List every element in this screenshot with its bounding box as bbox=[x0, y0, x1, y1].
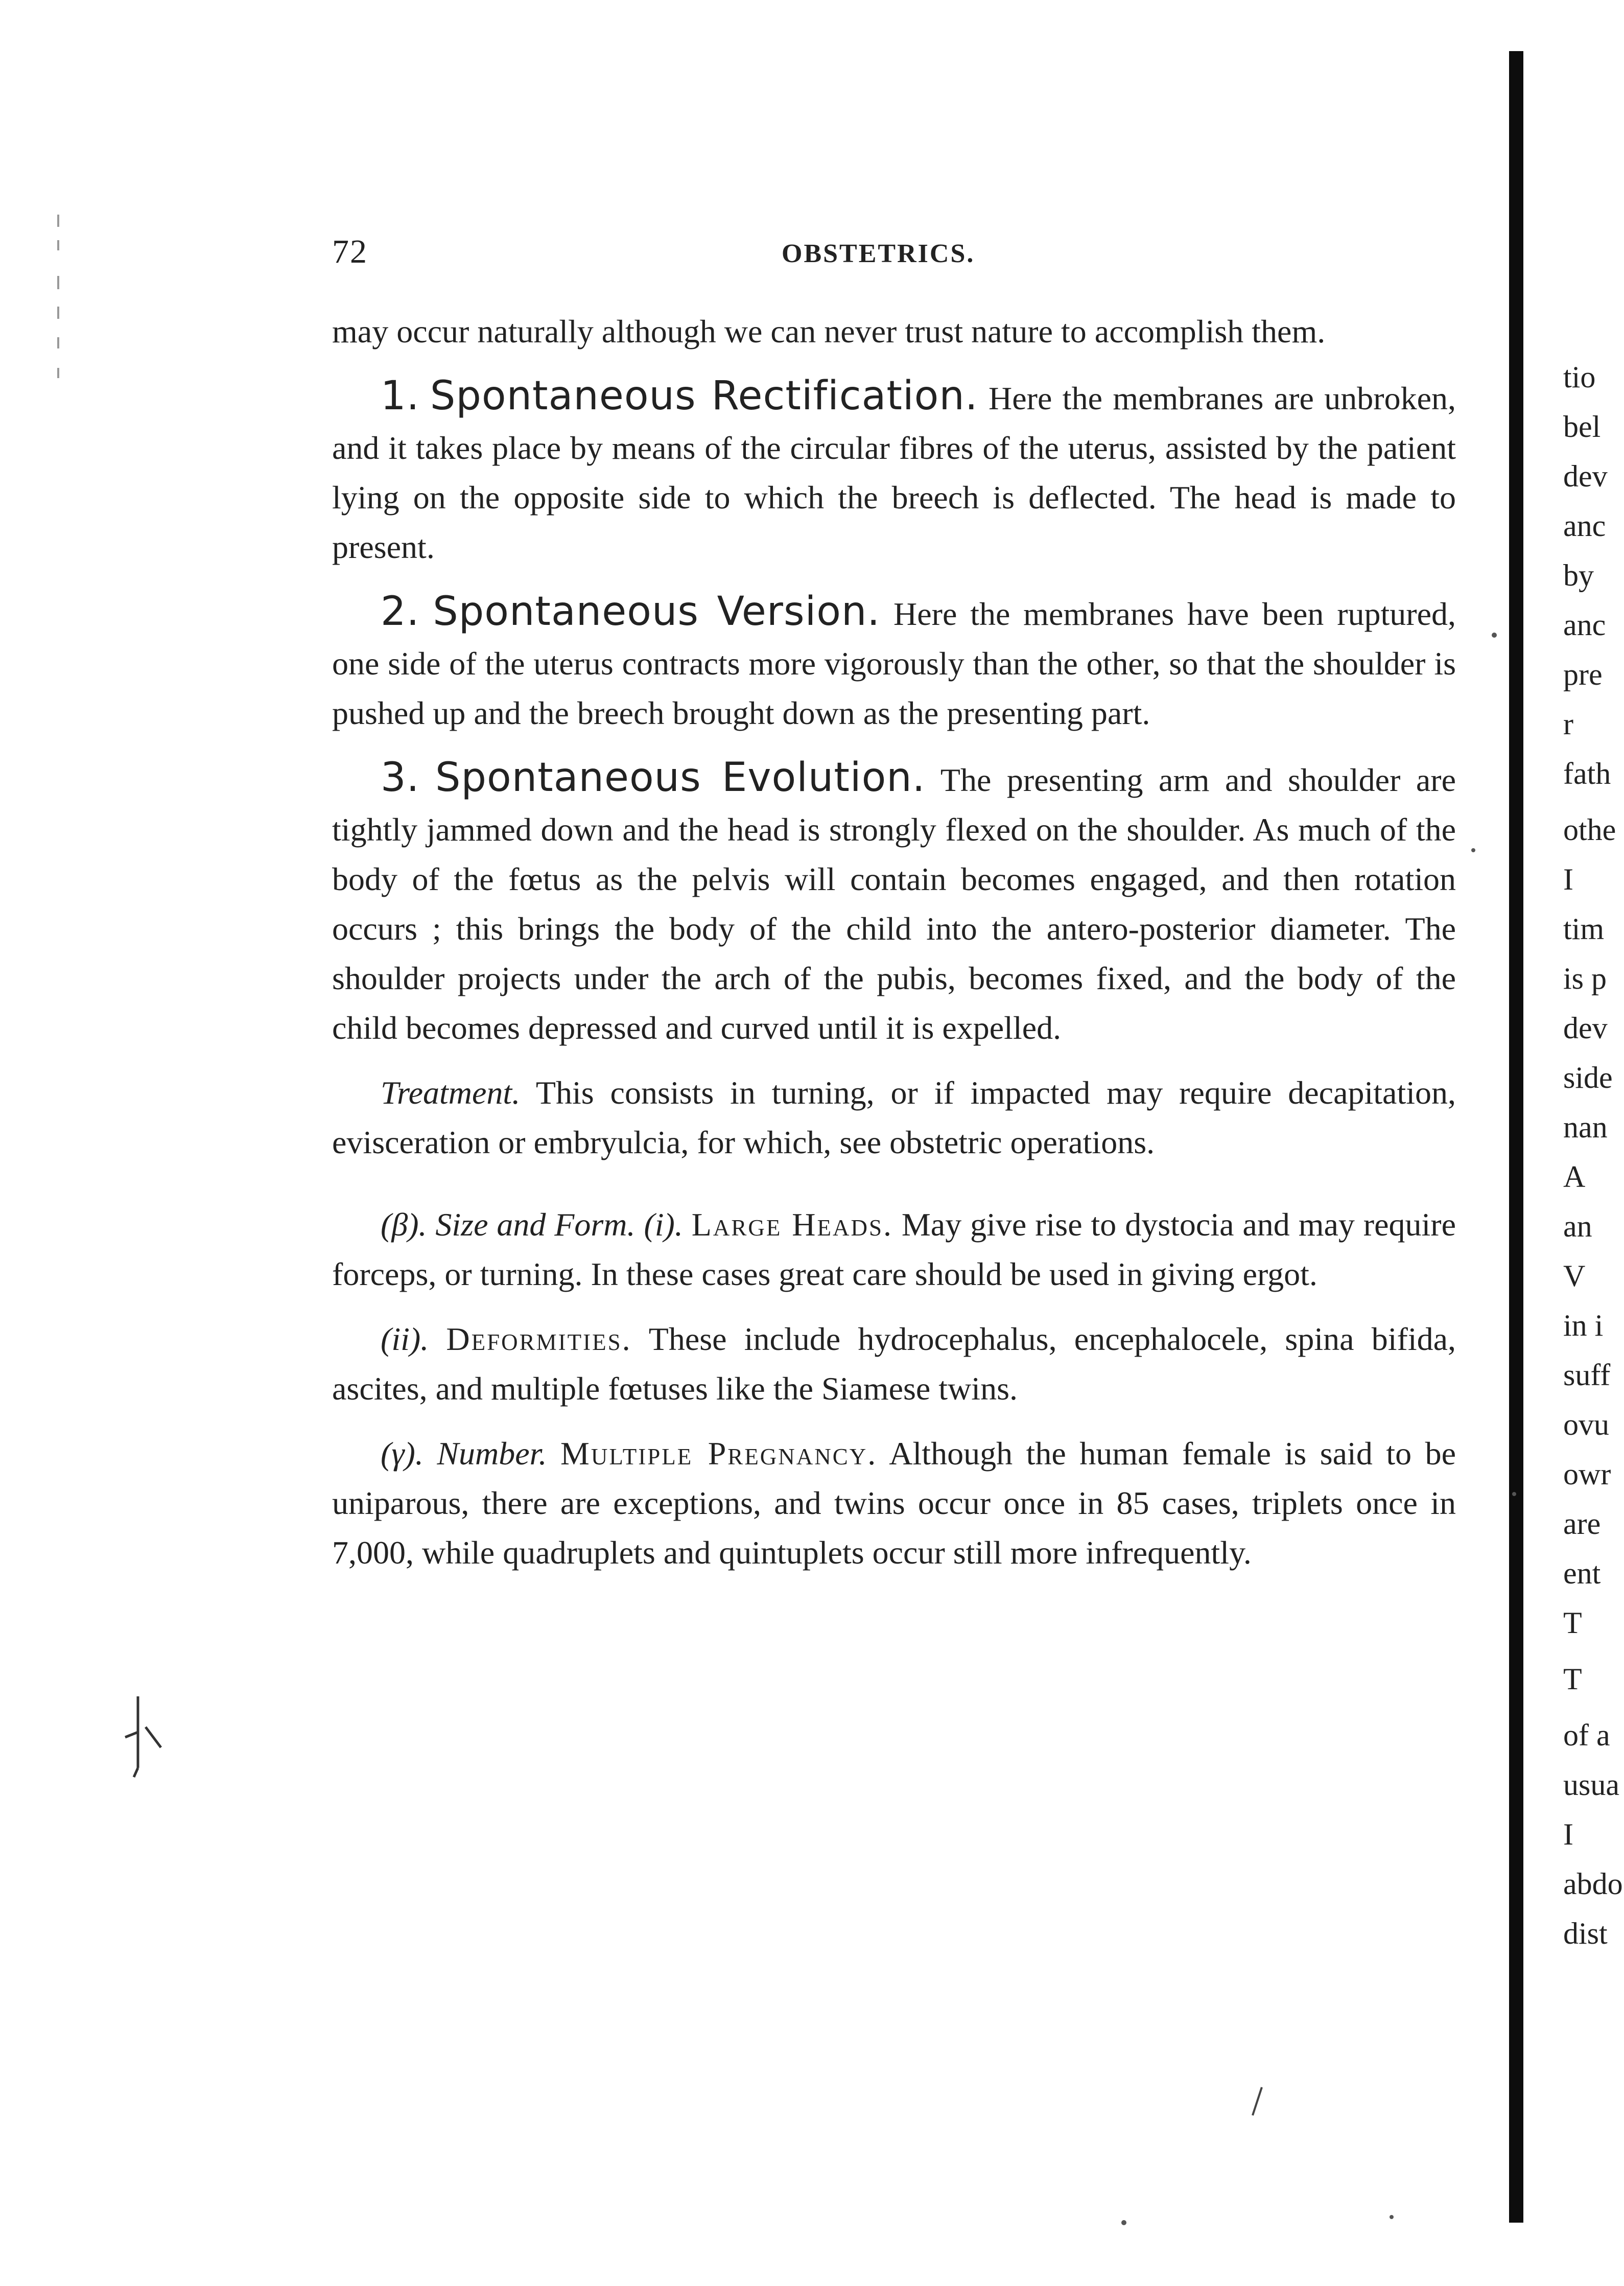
item-heading: Deformities. bbox=[446, 1321, 632, 1357]
bleed-line: fath bbox=[1563, 757, 1611, 790]
section-number: 3. bbox=[381, 755, 420, 801]
bleed-line: is p bbox=[1563, 962, 1607, 995]
paragraph-text: The presenting arm and shoulder are tightly jammed down and the head is strongly flexed on the shoulder. As much of the body of the fœtus as the pelvis will contain becomes engaged, and then rotation occurs ; this brings the body of the child into the antero-posterior diameter. The shoulder projects under the arch of the pubis, becomes fixed, and the body of the child becomes depressed and curved until it is expelled. bbox=[332, 762, 1456, 1046]
paragraph-deformities bbox=[332, 1314, 1456, 1413]
scan-mark bbox=[57, 276, 59, 289]
bleed-line: by bbox=[1563, 558, 1594, 592]
item-heading: Multiple Pregnancy. bbox=[560, 1435, 878, 1472]
bleed-line: ovu bbox=[1563, 1408, 1609, 1441]
scan-mark bbox=[57, 368, 59, 378]
scan-speck bbox=[1471, 848, 1475, 852]
item-number: (ii). bbox=[381, 1321, 429, 1357]
paragraph-text: may occur naturally although we can never trust nature to accomplish them. bbox=[332, 313, 1326, 349]
scan-speck bbox=[1121, 2220, 1126, 2225]
paragraph-text: Although the human female is said to be uniparous, there are exceptions, and twins occur once in 85 cases, triplets once in 7,000, while quadruplets and quintuplets occur still more infrequently. bbox=[332, 1435, 1456, 1571]
running-head: OBSTETRICS. bbox=[782, 239, 975, 268]
section-heading: Spontaneous Evolution. bbox=[435, 755, 926, 801]
bleed-line: othe bbox=[1563, 813, 1616, 847]
page-number: 72 bbox=[332, 233, 368, 270]
bleed-line: r bbox=[1563, 707, 1573, 741]
bleed-line: V bbox=[1563, 1259, 1586, 1293]
stray-mark bbox=[1246, 2085, 1267, 2120]
scan-speck bbox=[1492, 633, 1497, 638]
section-heading: Spontaneous Rectification. bbox=[430, 373, 978, 419]
paragraph-text: Here the membranes are unbroken, and it takes place by means of the circular fibres of the uterus, assisted by the patient lying on the opposite side to which the breech is deflected. The head is made to present. bbox=[332, 380, 1456, 565]
bleed-line: I bbox=[1563, 1817, 1573, 1851]
bleed-line: abdo bbox=[1563, 1867, 1623, 1901]
bleed-line: suff bbox=[1563, 1358, 1611, 1392]
bleed-line: in i bbox=[1563, 1309, 1604, 1342]
bleed-line: bel bbox=[1563, 410, 1601, 444]
item-number: (i). bbox=[644, 1206, 683, 1243]
item-heading: Large Heads. bbox=[691, 1206, 893, 1243]
bleed-line: dev bbox=[1563, 459, 1608, 493]
bleed-line: side bbox=[1563, 1061, 1613, 1094]
bleed-line: dev bbox=[1563, 1011, 1608, 1045]
bleed-line: are bbox=[1563, 1507, 1601, 1541]
bleed-line: usua bbox=[1563, 1768, 1619, 1802]
bleed-line: dist bbox=[1563, 1917, 1608, 1950]
bleed-line: anc bbox=[1563, 608, 1606, 642]
bleed-line: T bbox=[1563, 1606, 1582, 1640]
bleed-line: ent bbox=[1563, 1556, 1601, 1590]
bleed-line: A bbox=[1563, 1160, 1586, 1194]
margin-pencil-mark bbox=[117, 1691, 174, 1783]
paragraph-continuation bbox=[332, 307, 1456, 356]
body-text bbox=[332, 307, 1456, 1593]
facing-page-bleed bbox=[1563, 353, 1624, 1958]
paragraph-text: This consists in turning, or if impacted may require decapitation, evisceration or embryulcia, for which, see obstetric operations. bbox=[332, 1075, 1456, 1160]
bleed-line: anc bbox=[1563, 509, 1606, 543]
bleed-line: tim bbox=[1563, 912, 1605, 946]
bleed-line: T bbox=[1563, 1662, 1582, 1696]
bleed-line: nan bbox=[1563, 1110, 1608, 1144]
bleed-line: tio bbox=[1563, 360, 1596, 394]
scan-mark bbox=[57, 215, 59, 227]
subsection-label: (γ). Number. bbox=[381, 1435, 547, 1472]
paragraph-number bbox=[332, 1429, 1456, 1577]
bleed-line: pre bbox=[1563, 658, 1603, 691]
paragraph-spontaneous-evolution bbox=[332, 753, 1456, 1053]
paragraph-spontaneous-rectification bbox=[332, 371, 1456, 572]
scan-speck bbox=[1390, 2215, 1394, 2219]
scan-speck bbox=[1512, 1492, 1516, 1496]
subsection-label: (β). Size and Form. bbox=[381, 1206, 636, 1243]
bleed-line: owr bbox=[1563, 1457, 1611, 1491]
bleed-line: of a bbox=[1563, 1718, 1610, 1752]
section-number: 2. bbox=[381, 589, 420, 635]
paragraph-treatment bbox=[332, 1068, 1456, 1167]
section-number: 1. bbox=[381, 373, 420, 419]
paragraph-spontaneous-version bbox=[332, 587, 1456, 738]
section-heading: Spontaneous Version. bbox=[433, 589, 881, 635]
page-header bbox=[332, 232, 1456, 284]
paragraph-text: Here the membranes have been ruptured, one side of the uterus contracts more vigorously than the other, so that the shoulder is pushed up and the breech brought down as the presenting part. bbox=[332, 596, 1456, 731]
bleed-line: I bbox=[1563, 862, 1573, 896]
treatment-label: Treatment. bbox=[381, 1075, 521, 1111]
paragraph-size-and-form bbox=[332, 1200, 1456, 1299]
paragraph-text: May give rise to dystocia and may require forceps, or turning. In these cases great care should be used in giving ergot. bbox=[332, 1206, 1456, 1292]
scan-mark bbox=[57, 337, 59, 348]
bleed-line: an bbox=[1563, 1209, 1592, 1243]
scan-mark bbox=[57, 307, 59, 319]
paragraph-text: These include hydrocephalus, encephalocele, spina bifida, ascites, and multiple fœtuses like the Siamese twins. bbox=[332, 1321, 1456, 1407]
page-gutter-shadow bbox=[1509, 51, 1523, 2223]
scan-mark bbox=[57, 240, 59, 250]
